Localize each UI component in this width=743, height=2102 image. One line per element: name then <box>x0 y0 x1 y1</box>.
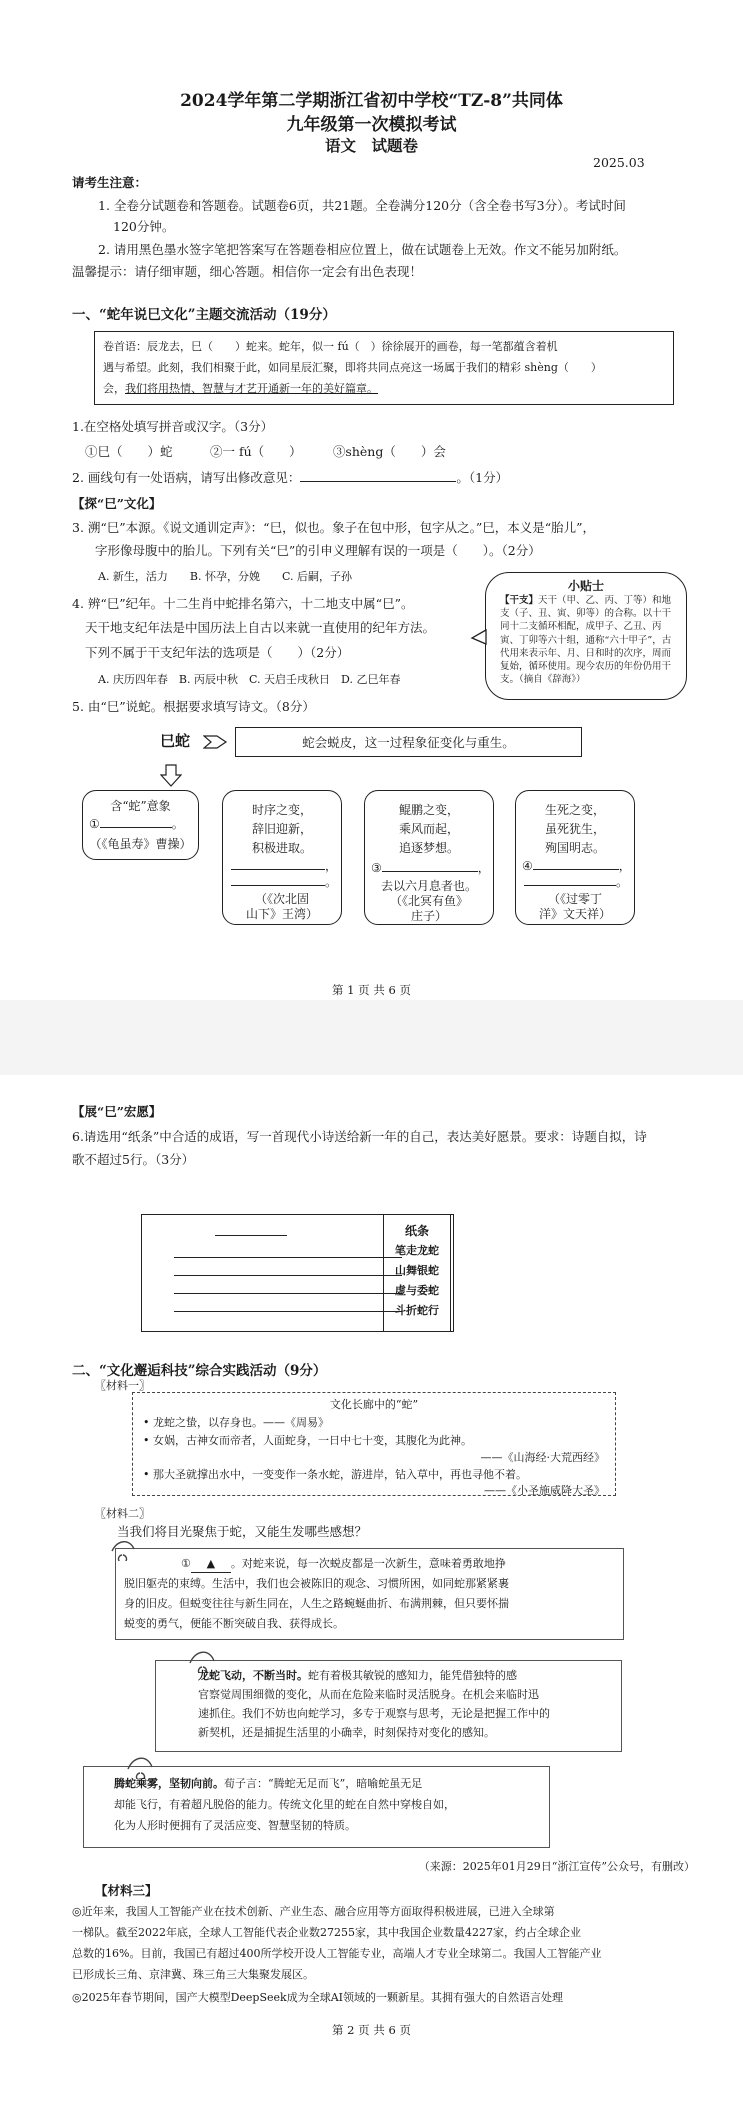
show-heading: 【展“巳”宏愿】 <box>72 1104 162 1119</box>
material-2-p2-line-1 <box>198 1667 517 1684</box>
tip-bubble-body <box>500 594 676 686</box>
idiom-3: 斗折蛇行 <box>395 1304 439 1317</box>
question-1-options: ①巳（ ）蛇 ②一 fú（ ） ③shèng（ ）会 <box>85 444 446 459</box>
poem-box-3 <box>364 790 494 925</box>
question-4-line-2: 天干地支纪年法是中国历法上自古以来就一直使用的纪年方法。 <box>85 620 436 635</box>
material-2-p3-line-1 <box>114 1775 422 1792</box>
material-1-label: 〖材料一〗 <box>95 1379 150 1392</box>
exam-title-line3: 语文 试题卷 <box>324 136 418 155</box>
idiom-2: 虚与委蛇 <box>395 1284 439 1297</box>
poem-box-3-quote: 去以六月息者也。 <box>380 879 477 893</box>
poem-box-4-line-2: 虽死犹生， <box>544 822 605 836</box>
poem-box-1-title: 含“蛇”意象 <box>110 799 171 813</box>
material-1-title: 文化长廊中的“蛇” <box>329 1398 419 1411</box>
material-2-label: 〖材料二〗 <box>95 1507 150 1520</box>
material-2-p1-line-4: 蜕变的勇气，便能不断突破自我、获得成长。 <box>124 1617 344 1630</box>
preface-line-3-start: 会， <box>103 382 125 395</box>
poem-box-3-line-2: 乘风而起， <box>398 822 459 836</box>
notice-item-2: 2. 请用黑色墨水签字笔把答案写在答题卷相应位置上，做在试题卷上无效。作文不能另加附纸。 <box>98 242 627 257</box>
material-2-source: （来源：2025年01月29日“浙江宣传”公众号，有删改） <box>418 1860 695 1873</box>
arrow-down-icon <box>160 764 182 788</box>
idiom-0: 笔走龙蛇 <box>395 1244 439 1257</box>
poem-box-4-source-1: （《过零丁 <box>547 892 602 906</box>
material-2-p2-line-2: 官察觉周围细微的变化，从而在危险来临时灵活脱身。在机会来临时迅 <box>198 1688 539 1701</box>
page-1-footer: 第 1 页 共 6 页 <box>332 983 411 997</box>
material-3-line-5: ◎2025年春节期间，国产大模型DeepSeek成为全球AI领域的一颗新星。其拥有强大的自然语言处理 <box>72 1991 563 2004</box>
material-2-paragraph-1 <box>115 1548 624 1640</box>
material-3-line-1: ◎近年来，我国人工智能产业在技术创新、产业生态、融合应用等方面取得积极进展，已进入全球第 <box>72 1905 555 1918</box>
poem-box-3-blank: ③ ， <box>371 861 490 875</box>
poem-box-1-num: ① <box>89 817 100 831</box>
poem-box-1 <box>82 790 199 860</box>
poem-box-4-source-2: 洋》文天祥） <box>538 907 611 921</box>
idiom-1: 山舞银蛇 <box>395 1264 439 1277</box>
question-2 <box>72 468 508 488</box>
poem-box-2-line-a <box>231 869 325 870</box>
poem-box-3-line-3: 追逐梦想。 <box>398 841 459 855</box>
material-2-question: 当我们将目光聚焦于蛇，又能生发哪些感想？ <box>117 1524 368 1539</box>
material-2-paragraph-3 <box>83 1766 550 1848</box>
diagram-banner <box>235 727 582 757</box>
poem-box-2-line-2: 辞旧迎新， <box>251 822 312 836</box>
poem-line-2[interactable] <box>174 1275 402 1276</box>
material-2-p1-blank: ▲ <box>191 1555 231 1573</box>
poem-line-3[interactable] <box>174 1293 402 1294</box>
question-6-line-1: 6.请选用“纸条”中合适的成语，写一首现代小诗送给新一年的自己，表达美好愿景。要求：诗题自拟，诗 <box>72 1129 647 1144</box>
poem-box-2-line-b <box>231 885 325 886</box>
poem-box-2-line-3: 积极进取。 <box>251 841 312 855</box>
question-4-options: A. 庆历四年春 B. 丙辰中秋 C. 天启壬戌秋日 D. 乙巳年春 <box>98 673 401 686</box>
material-2-p1-line-2: 脱旧躯壳的束缚。生活中，我们也会被陈旧的观念、习惯所困，如同蛇那紧紧裹 <box>124 1577 509 1590</box>
poem-box-2 <box>222 790 342 925</box>
material-2-p2-head: 龙蛇飞动，不断当时。 <box>198 1669 308 1682</box>
question-2-score: 。（1分） <box>456 470 509 485</box>
material-2-p2-line-3: 速抓住。我们不妨也向蛇学习，多专于观察与思考，无论是把握工作中的 <box>198 1707 550 1720</box>
preface-underlined-sentence: 我们将用热情、智慧与才艺开通新一年的美好篇章。 <box>125 382 378 395</box>
tip-bubble <box>485 572 687 700</box>
poem-box-3-source-1: （《北冥有鱼》 <box>389 894 468 908</box>
diagram-label: 巳蛇 <box>160 732 191 750</box>
material-1-box <box>132 1392 616 1496</box>
preface-line-3 <box>103 380 378 397</box>
explore-heading: 【探“巳”文化】 <box>72 496 162 511</box>
poem-box-2-source-1: （《次北固 <box>254 892 309 906</box>
material-2-p2-text-1: 蛇有着极其敏锐的感知力，能凭借独特的感 <box>308 1669 517 1682</box>
material-2-p2-line-4: 新契机，还是捕捉生活里的小确幸，时刻保持对变化的感知。 <box>198 1726 495 1739</box>
question-2-answer-line <box>300 481 456 482</box>
notice-heading: 请考生注意： <box>72 175 148 190</box>
exam-title-line1: 2024学年第二学期浙江省初中学校“TZ-8”共同体 <box>180 91 563 111</box>
question-3-options: A. 新生，活力 B. 怀孕，分娩 C. 后嗣，子孙 <box>98 570 353 583</box>
poem-box-4-blank-1: ④ ， <box>522 859 631 873</box>
preface-line-2: 遇与希望。此刻，我们相聚于此，如同星辰汇聚，即将共同点亮这一场属于我们的精彩 shèng（ ） <box>103 361 602 374</box>
material-2-p1-text-1: 。对蛇来说，每一次蜕皮都是一次新生，意味着勇敢地挣 <box>230 1557 506 1570</box>
poem-box-2-line-1: 时序之变， <box>251 803 312 817</box>
idiom-note <box>383 1214 451 1332</box>
poem-box-1-blank: ① 。 <box>89 817 184 831</box>
material-3-line-3: 总数的16%。目前，我国已有超过400所学校开设人工智能专业，高端人才专业全球第二。我国人工智能产业 <box>72 1947 602 1960</box>
material-1-bullet-2-src: ——《山海经·大荒西经》 <box>480 1451 605 1464</box>
poem-title-line[interactable] <box>215 1235 287 1236</box>
page-2-footer: 第 2 页 共 6 页 <box>332 2023 411 2037</box>
poem-box-3-num: ③ <box>371 861 382 875</box>
section-2-heading: 二、“文化邂逅科技”综合实践活动（9分） <box>72 1363 327 1379</box>
material-2-p1-line-1 <box>181 1555 506 1573</box>
poem-box-2-source-2: 山下》王湾） <box>245 907 318 921</box>
poem-box-4-line-1: 生死之变， <box>544 803 605 817</box>
material-3-label: 【材料三】 <box>95 1883 158 1898</box>
poem-box-4-line-a <box>533 869 619 870</box>
question-1: 1.在空格处填写拼音或汉字。（3分） <box>72 419 274 434</box>
material-2-p3-line-3: 化为人形时便拥有了灵活应变、智慧坚韧的特质。 <box>114 1819 356 1832</box>
section-1-heading: 一、“蛇年说巳文化”主题交流活动（19分） <box>72 307 336 323</box>
poem-box-4-num: ④ <box>522 859 533 873</box>
poem-box-1-line <box>100 827 172 828</box>
question-5: 5. 由“巳”说蛇。根据要求填写诗文。（8分） <box>72 699 315 714</box>
question-2-text: 2. 画线句有一处语病，请写出修改意见： <box>72 470 301 485</box>
warm-tip: 温馨提示：请仔细审题，细心答题。相信你一定会有出色表现！ <box>72 264 423 279</box>
poem-box-4-blank-2: 。 <box>524 873 628 892</box>
poem-box-4-line-b <box>524 885 616 886</box>
exam-page-2 <box>0 1075 743 2102</box>
ink-swirl-icon <box>108 1537 148 1561</box>
material-2-p1-line-3: 身的旧皮。但蜕变往往与新生同在，人生之路蜿蜒曲折、布满荆棘，但只要怀揣 <box>124 1597 509 1610</box>
question-6-line-2: 歌不超过5行。（3分） <box>72 1152 195 1167</box>
question-3-line-2: 字形像母腹中的胎儿。下列有关“巳”的引申义理解有误的一项是（ ）。（2分） <box>95 543 541 558</box>
notice-item-1-cont: 120分钟。 <box>113 219 175 234</box>
notice-item-1: 1. 全卷分试题卷和答题卷。试题卷6页，共21题。全卷满分120分（含全卷书写3分）。考试时间 <box>98 198 626 213</box>
material-2-paragraph-2 <box>155 1660 622 1752</box>
exam-page-1 <box>0 0 743 1000</box>
poem-box-3-source-2: 庄子） <box>410 909 447 923</box>
poem-box-2-blank-1: ， <box>231 857 337 876</box>
diagram-banner-text: 蛇会蜕皮，这一过程象征变化与重生。 <box>302 735 515 750</box>
material-1-bullet-3: • 那大圣就撑出水中，一变变作一条水蛇，游进岸，钻入草中，再也寻他不着。 <box>143 1468 527 1481</box>
tip-bubble-title: 小贴士 <box>567 579 604 593</box>
material-1-bullet-1: • 龙蛇之蛰，以存身也。——《周易》 <box>143 1416 329 1429</box>
idiom-note-title: 纸条 <box>404 1224 429 1238</box>
material-2-p1-num: ① <box>181 1557 191 1570</box>
material-1-bullet-2: • 女娲，古神女而帝者，人面蛇身，一日中七十变，其腹化为此神。 <box>143 1434 472 1447</box>
material-3-line-4: 已形成长三角、京津冀、珠三角三大集聚发展区。 <box>72 1968 314 1981</box>
exam-date: 2025.03 <box>593 155 645 170</box>
poem-box-4 <box>515 790 635 925</box>
exam-title-line2: 九年级第一次模拟考试 <box>286 115 457 135</box>
material-3-line-2: 一梯队。截至2022年底，全球人工智能代表企业数27255家，其中我国企业数量4227家，约占全球企业 <box>72 1926 581 1939</box>
poem-line-1[interactable] <box>174 1257 402 1258</box>
tip-bubble-text: 天干（甲、乙、丙、丁等）和地支（子、丑、寅、卯等）的合称。以十干同十二支循环相配，成甲子、乙丑、丙寅、丁卯等六十组，通称“六十甲子”，古代用来表示年、月、日和时的次序，周而复始，循环使用。现今农历的年份仍用干支。（摘自《辞海》） <box>500 595 672 686</box>
poem-box-1-source: （《龟虽寿》曹操） <box>89 837 192 851</box>
poem-box-3-line-1: 鲲鹏之变， <box>398 803 459 817</box>
poem-box-3-line <box>382 871 478 872</box>
tip-bubble-pointer <box>470 628 490 648</box>
arrow-right-icon <box>203 733 229 751</box>
poem-box-4-line-3: 殉国明志。 <box>544 841 605 855</box>
material-1-bullet-3-src: ——《小圣施威降大圣》 <box>484 1484 605 1497</box>
poem-line-4[interactable] <box>174 1311 402 1312</box>
poem-box-2-blank-2: 。 <box>231 873 337 892</box>
material-2-p3-head: 腾蛇乘雾，坚韧向前。 <box>114 1777 224 1790</box>
material-2-p3-text-1: 荀子言：“腾蛇无足而飞”，暗喻蛇虽无足 <box>224 1777 423 1790</box>
page-gap <box>0 1000 743 1075</box>
material-2-p3-line-2: 却能飞行，有着超凡脱俗的能力。传统文化里的蛇在自然中穿梭自如， <box>114 1798 455 1811</box>
tip-bubble-head: 【干支】 <box>500 595 539 606</box>
preface-line-1: 卷首语：辰龙去，巳（ ）蛇来。蛇年，似一 fú（ ）徐徐展开的画卷，每一笔都蕴含着机 <box>103 340 558 353</box>
question-4-line-1: 4. 辨“巳”纪年。十二生肖中蛇排名第六，十二地支中属“巳”。 <box>72 596 414 611</box>
question-4-line-3: 下列不属于干支纪年法的选项是（ ）（2分） <box>85 645 350 660</box>
preface-box <box>94 331 674 405</box>
question-3-line-1: 3. 溯“巳”本源。《说文通训定声》：“巳，似也。象子在包中形，包字从之。”巳，本义是“胎儿”， <box>72 520 595 535</box>
